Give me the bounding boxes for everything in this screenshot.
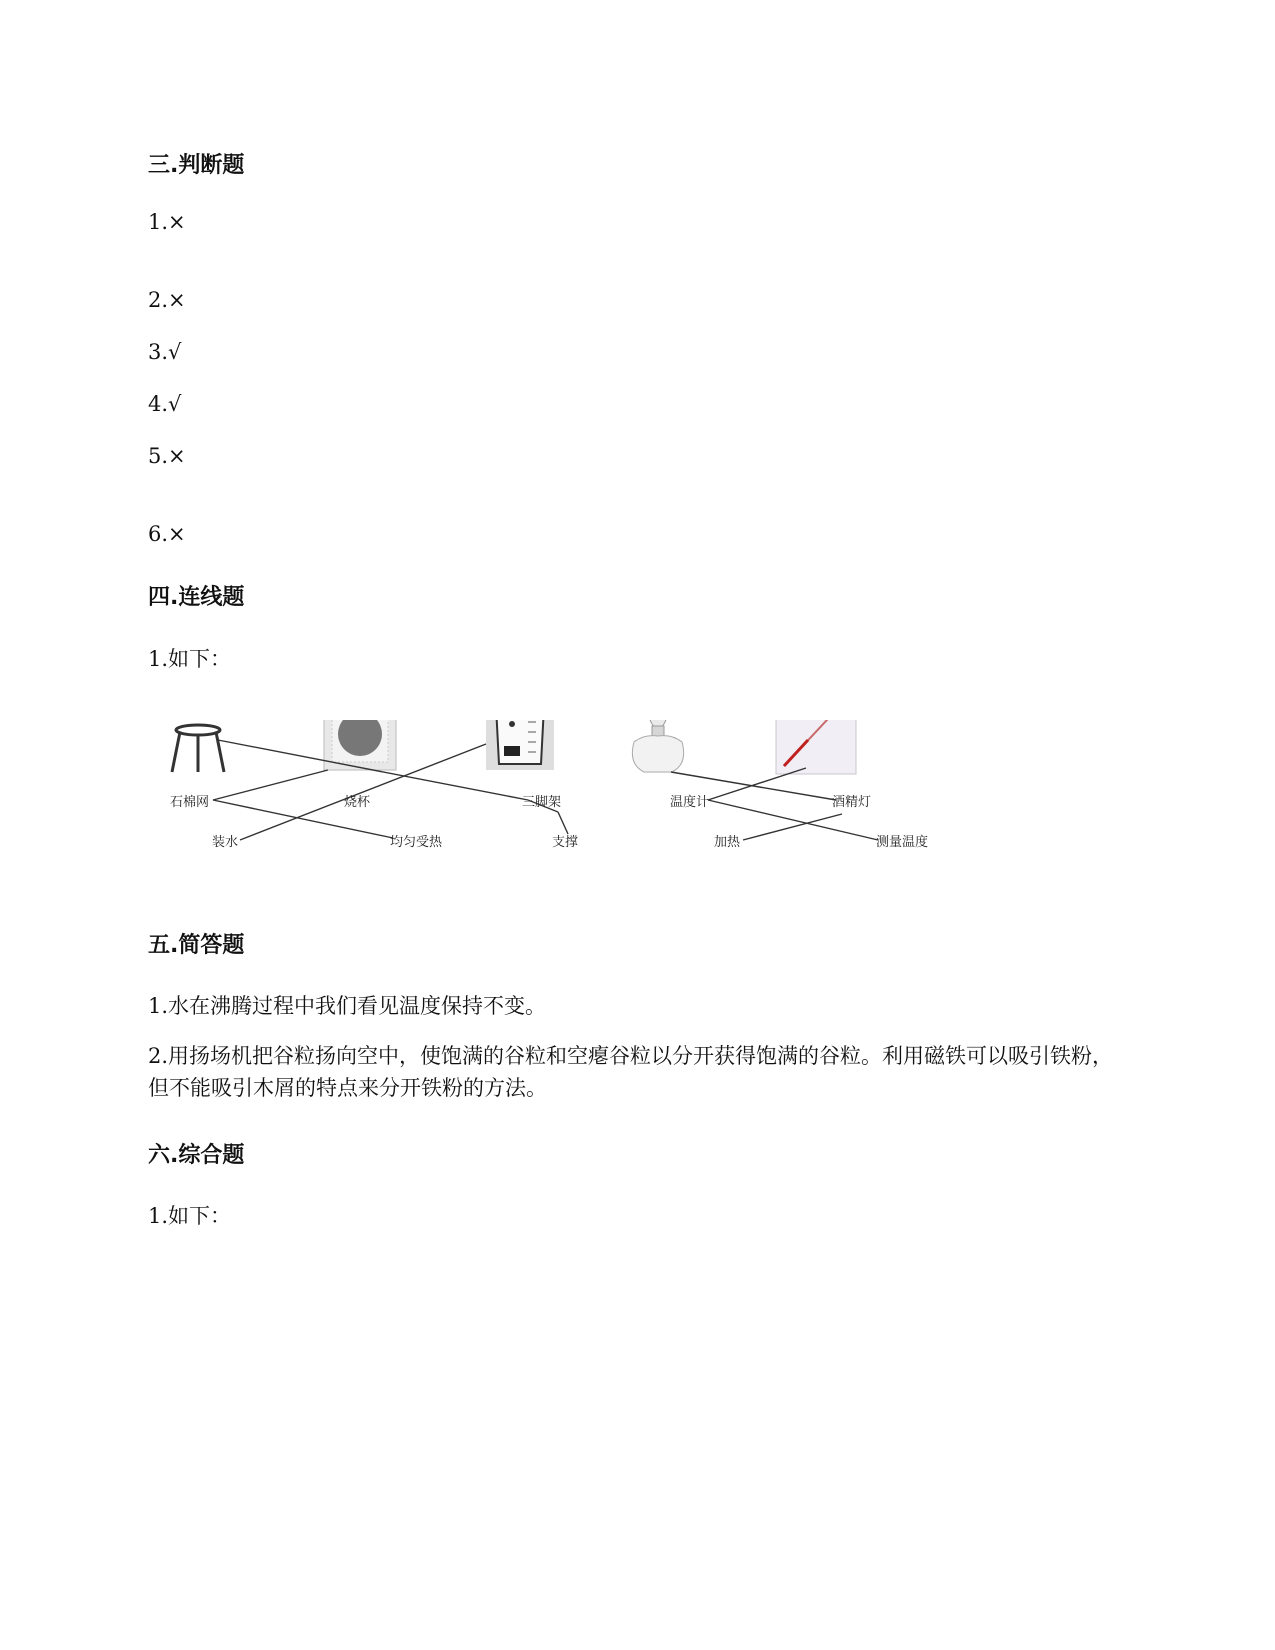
section-heading-comprehensive: 六.综合题 [148,1143,245,1168]
label-even-heating: 均匀受热 [390,835,443,850]
tripod-image [172,725,224,772]
label-alcohol-lamp: 酒精灯 [832,795,872,810]
answer-4: 4.√ [148,392,182,416]
comprehensive-item-1: 1.如下： [148,1204,232,1228]
section-heading-short-answer: 五.简答题 [148,933,245,958]
answer-3: 3.√ [148,340,182,364]
label-hold-water: 装水 [212,835,239,850]
alcohol-lamp-image [632,720,683,772]
label-tripod: 三脚架 [522,795,562,810]
answer-2: 2.× [148,288,186,312]
beaker-image [486,720,554,770]
label-support: 支撑 [552,835,579,850]
label-measure-temperature: 测量温度 [876,835,929,850]
section-heading-matching: 四.连线题 [148,585,245,610]
short-answer-2: 2.用扬场机把谷粒扬向空中，使饱满的谷粒和空瘪谷粒以分开获得饱满的谷粒。利用磁铁可以吸引铁粉，但不能吸引木屑的特点来分开铁粉的方法。 [148,1044,1114,1100]
answer-6: 6.× [148,522,186,546]
label-thermometer: 温度计 [670,795,710,810]
label-heating: 加热 [714,835,741,850]
answer-5: 5.× [148,444,186,468]
short-answer-1: 1.水在沸腾过程中我们看见温度保持不变。 [148,994,547,1018]
label-asbestos-gauze: 石棉网 [170,795,210,810]
answer-1: 1.× [148,210,186,234]
section-heading-judgement: 三.判断题 [148,153,245,178]
matching-diagram [168,720,988,900]
matching-item-1: 1.如下： [148,647,232,671]
thermometer-image [776,720,856,774]
label-beaker: 烧杯 [344,795,371,810]
